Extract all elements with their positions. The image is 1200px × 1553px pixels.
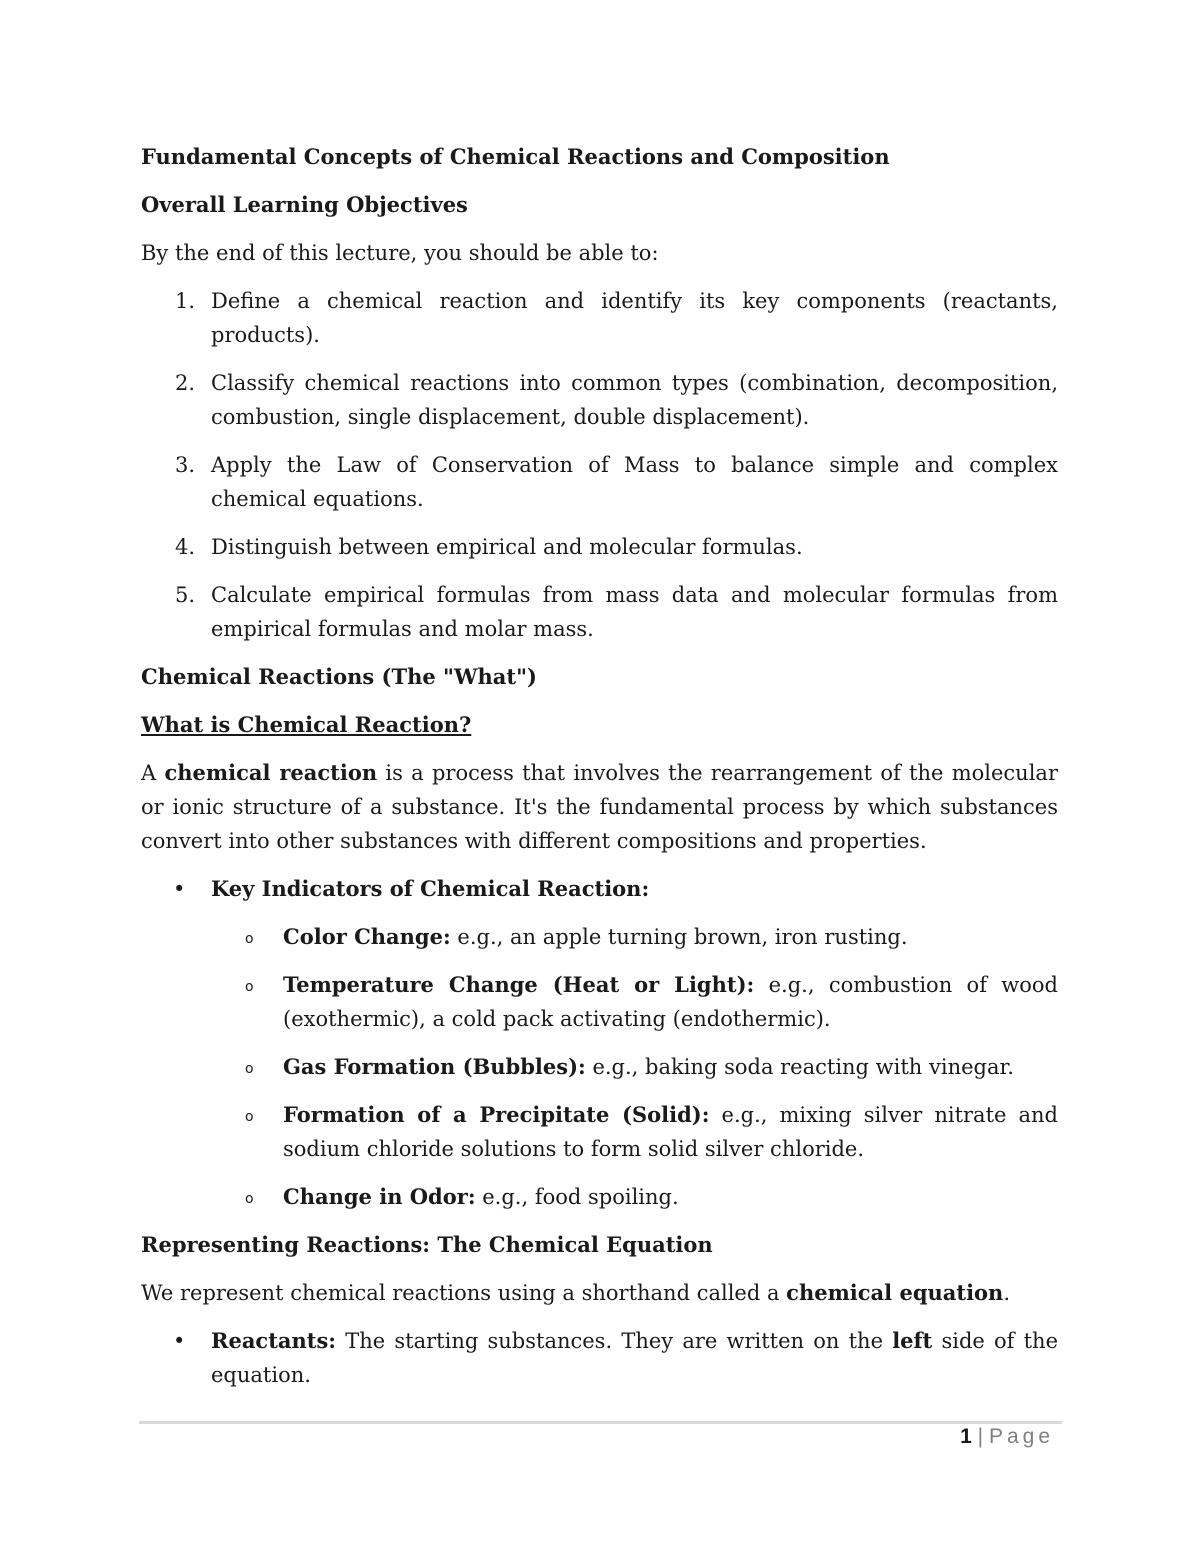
bullet-icon: • [173,877,186,901]
objectives-list [141,284,1058,646]
circle-bullet-icon: o [245,931,254,947]
list-item [141,1050,1058,1084]
reactants-post: side of the equation. [211,1329,1058,1387]
list-item [141,530,1058,564]
circle-bullet-icon: o [245,1109,254,1125]
list-number: 3. [175,453,196,477]
definition-pre: A [141,761,165,785]
page-number: 1 [960,1425,972,1448]
list-number: 2. [175,371,196,395]
indicator-term: Change in Odor: [283,1184,476,1209]
indicator-term: Temperature Change (Heat or Light): [283,972,755,997]
list-item [141,366,1058,434]
reactants-pre: The starting substances. They are written on the [336,1329,893,1353]
indicators-label: Key Indicators of Chemical Reaction: [211,876,650,901]
list-item [141,1324,1058,1392]
list-item-text: Apply the Law of Conservation of Mass to balance simple and complex chemical equations. [211,453,1058,511]
definition-term: chemical reaction [164,760,378,785]
equation-intro-paragraph [141,1276,1058,1310]
equation-intro-post: . [1003,1281,1011,1305]
equation-parts-list [141,1324,1058,1392]
list-item [141,284,1058,352]
equation-intro-pre: We represent chemical reactions using a shorthand called a [141,1281,787,1305]
circle-bullet-icon: o [245,1061,254,1077]
document-page [141,140,1058,1406]
list-item-text: Classify chemical reactions into common types (combination, decomposition, combustion, single displacement, double displacement). [211,371,1058,429]
indicator-term: Gas Formation (Bubbles): [283,1054,586,1079]
list-item-text: Define a chemical reaction and identify its key components (reactants, products). [211,289,1058,347]
document-title: Fundamental Concepts of Chemical Reactions and Composition [141,144,890,169]
indicator-text: e.g., baking soda reacting with vinegar. [585,1055,1014,1079]
circle-bullet-icon: o [245,979,254,995]
indicator-text: e.g., food spoiling. [475,1185,679,1209]
objectives-intro: By the end of this lecture, you should be able to: [141,241,659,265]
indicator-term: Formation of a Precipitate (Solid): [283,1102,710,1127]
footer-separator: | [977,1425,984,1448]
page-label: Page [988,1425,1054,1448]
reactants-emph: left [892,1328,933,1353]
list-item [141,1098,1058,1166]
footer-divider [139,1421,1062,1424]
bullet-icon: • [173,1329,186,1353]
indicators-list [141,872,1058,1214]
objectives-heading: Overall Learning Objectives [141,192,468,217]
reactants-term: Reactants: [211,1328,337,1353]
list-number: 1. [175,289,196,313]
list-item [141,920,1058,954]
list-item [141,968,1058,1036]
list-item [141,578,1058,646]
section-heading-reactions: Chemical Reactions (The "What") [141,664,537,689]
list-number: 4. [175,535,196,559]
list-item [141,1180,1058,1214]
page-footer [960,1425,1054,1449]
list-item [141,448,1058,516]
section-subheading-what-is: What is Chemical Reaction? [141,712,472,737]
list-item-text: Distinguish between empirical and molecular formulas. [211,535,803,559]
section-heading-equation: Representing Reactions: The Chemical Equation [141,1232,713,1257]
equation-intro-term: chemical equation [786,1280,1004,1305]
list-item-text: Calculate empirical formulas from mass data and molecular formulas from empirical formulas and molar mass. [211,583,1058,641]
indicator-term: Color Change: [283,924,451,949]
indicator-text: e.g., mixing silver nitrate and sodium chloride solutions to form solid silver chloride. [283,1103,1058,1161]
indicator-text: e.g., an apple turning brown, iron rusting. [450,925,908,949]
list-item [141,872,1058,1214]
indicators-sublist [141,920,1058,1214]
indicator-text: e.g., combustion of wood (exothermic), a cold pack activating (endothermic). [283,973,1059,1031]
definition-paragraph [141,756,1058,858]
definition-post: is a process that involves the rearrangement of the molecular or ionic structure of a substance. It's the fundamental process by which substances convert into other substances with different compositions and properties. [141,761,1058,853]
circle-bullet-icon: o [245,1191,254,1207]
list-number: 5. [175,583,196,607]
